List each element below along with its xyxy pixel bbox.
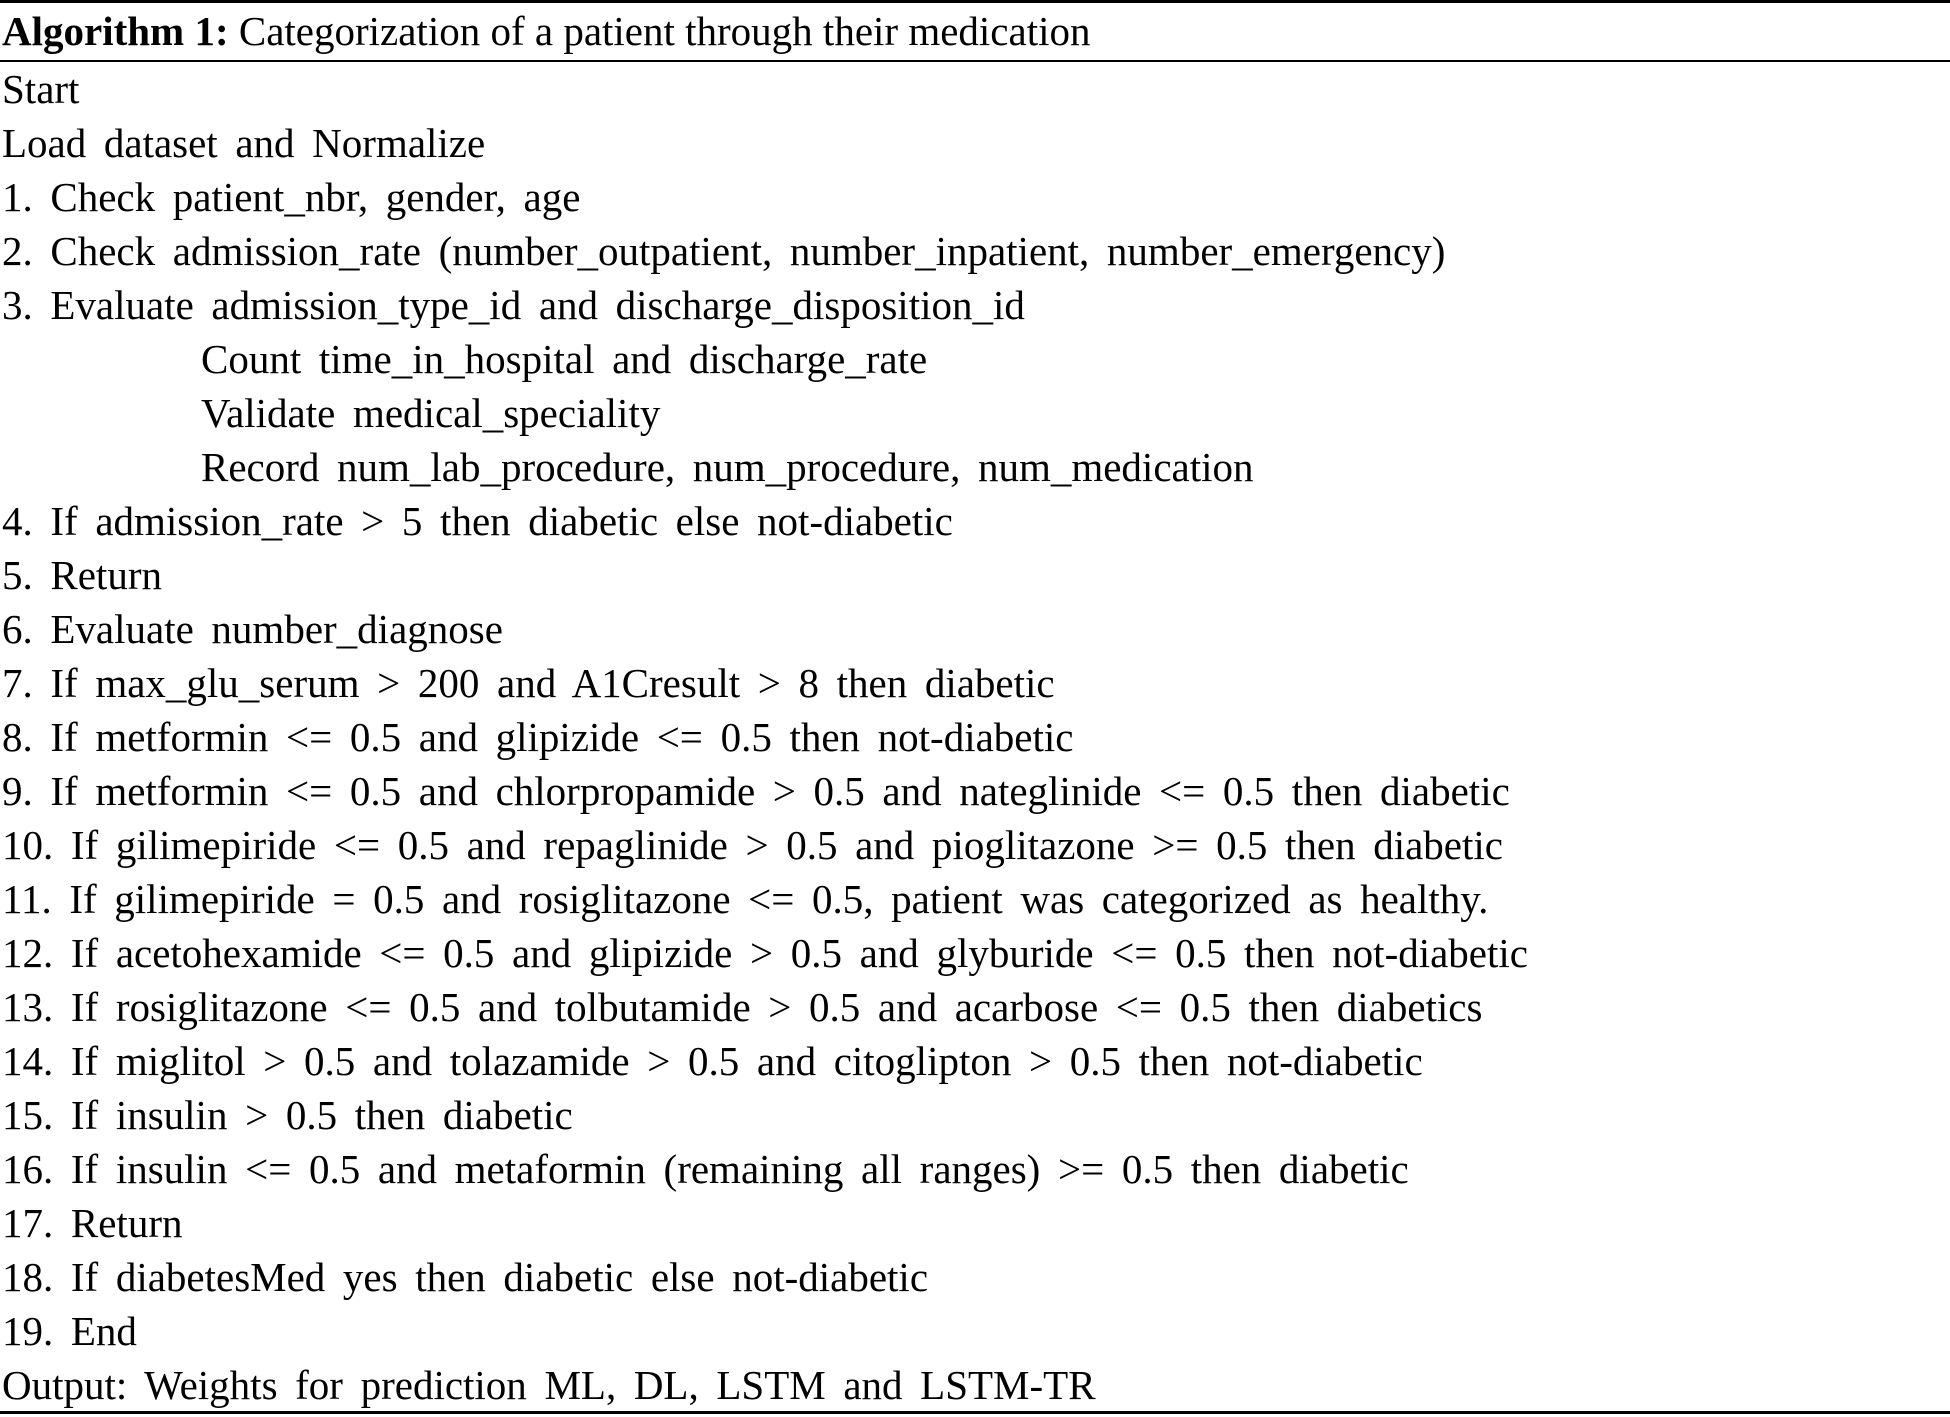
algorithm-line: 8. If metformin <= 0.5 and glipizide <= 0.5 then not-diabetic	[2, 714, 1074, 760]
algorithm-line: 17. Return	[2, 1200, 183, 1246]
algorithm-line: 6. Evaluate number_diagnose	[2, 606, 503, 652]
algorithm-line: 15. If insulin > 0.5 then diabetic	[2, 1092, 573, 1138]
algorithm-label: Algorithm 1:	[2, 8, 229, 54]
algorithm-line: 7. If max_glu_serum > 200 and A1Cresult > 8 then diabetic	[2, 660, 1055, 706]
algorithm-line: 4. If admission_rate > 5 then diabetic else not-diabetic	[2, 498, 953, 544]
algorithm-line: 16. If insulin <= 0.5 and metaformin (remaining all ranges) >= 0.5 then diabetic	[2, 1146, 1409, 1192]
algorithm-line: 10. If gilimepiride <= 0.5 and repaglinide > 0.5 and pioglitazone >= 0.5 then diabetic	[2, 822, 1503, 868]
algorithm-line: 3. Evaluate admission_type_id and discharge_disposition_id	[2, 282, 1025, 328]
algorithm-line: 2. Check admission_rate (number_outpatient, number_inpatient, number_emergency)	[2, 228, 1446, 274]
algorithm-line: 5. Return	[2, 552, 162, 598]
algorithm-line: Record num_lab_procedure, num_procedure, num_medication	[201, 444, 1254, 490]
algorithm-line: 11. If gilimepiride = 0.5 and rosiglitazone <= 0.5, patient was categorized as healthy.	[2, 876, 1489, 922]
algorithm-line: Start	[2, 66, 80, 112]
algorithm-line: Validate medical_speciality	[201, 390, 661, 436]
algorithm-line: 14. If miglitol > 0.5 and tolazamide > 0.5 and citoglipton > 0.5 then not-diabetic	[2, 1038, 1423, 1084]
algorithm-line: Output: Weights for prediction ML, DL, LSTM and LSTM-TR	[2, 1362, 1096, 1408]
algorithm-line: 13. If rosiglitazone <= 0.5 and tolbutamide > 0.5 and acarbose <= 0.5 then diabetics	[2, 984, 1483, 1030]
algorithm-line: Load dataset and Normalize	[2, 120, 486, 166]
algorithm-line: 19. End	[2, 1308, 137, 1354]
algorithm-caption	[2, 3, 1090, 59]
algorithm-body	[2, 62, 1942, 1412]
algorithm-line: 9. If metformin <= 0.5 and chlorpropamide > 0.5 and nateglinide <= 0.5 then diabetic	[2, 768, 1510, 814]
algorithm-line: 1. Check patient_nbr, gender, age	[2, 174, 581, 220]
algorithm-line: 12. If acetohexamide <= 0.5 and glipizide > 0.5 and glyburide <= 0.5 then not-diabetic	[2, 930, 1528, 976]
algorithm-line: 18. If diabetesMed yes then diabetic else not-diabetic	[2, 1254, 929, 1300]
algorithm-line: Count time_in_hospital and discharge_rate	[201, 336, 928, 382]
algorithm-title: Categorization of a patient through their medication	[238, 8, 1091, 54]
bottom-rule	[0, 1411, 1950, 1414]
